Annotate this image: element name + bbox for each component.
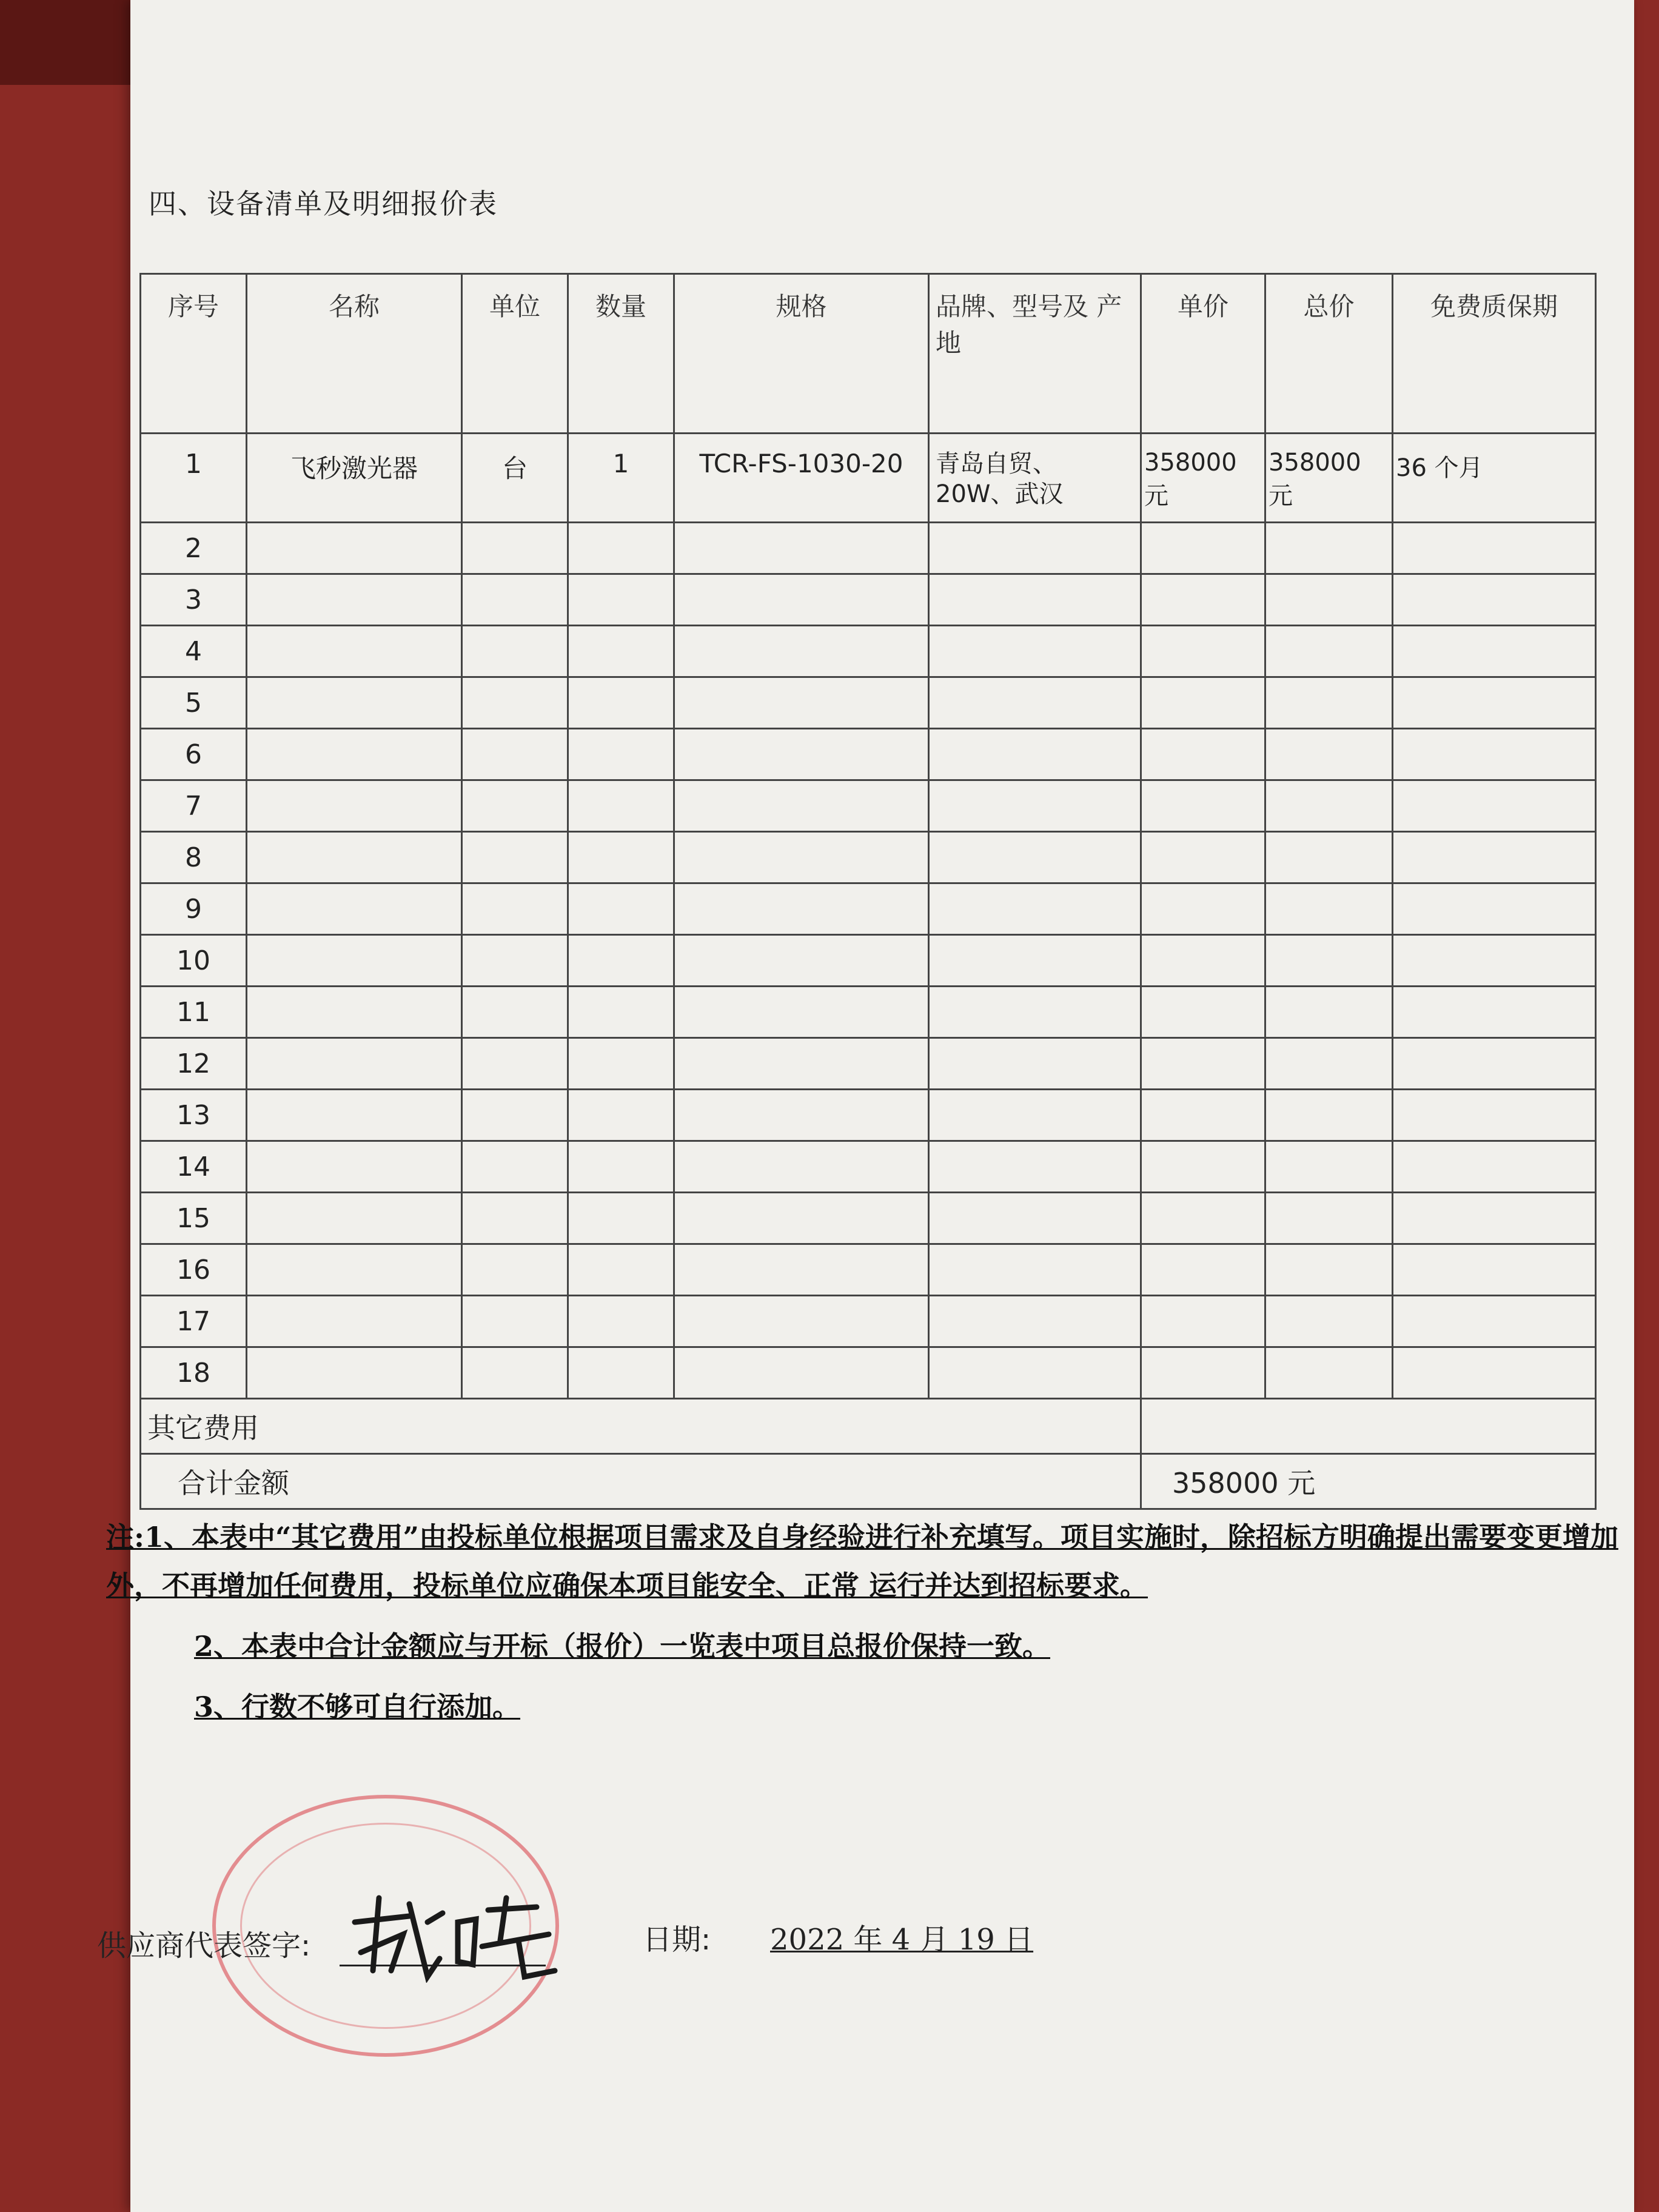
cell-brand <box>929 1090 1141 1141</box>
cell-name <box>247 677 462 729</box>
cell-unit-price <box>1141 626 1265 677</box>
cell-total-price: 358000 元 <box>1265 434 1393 523</box>
total-value: 358000 元 <box>1141 1454 1596 1509</box>
table-row <box>141 935 1596 987</box>
cell-quantity <box>568 677 674 729</box>
cell-brand: 青岛自贸、20W、武汉 <box>929 434 1141 523</box>
cell-unit <box>462 1193 568 1244</box>
cell-total-price <box>1265 574 1393 626</box>
cell-spec <box>674 626 929 677</box>
cell-warranty <box>1393 523 1596 574</box>
cell-spec <box>674 729 929 780</box>
table-row <box>141 1141 1596 1193</box>
cell-unit <box>462 1141 568 1193</box>
signature-row <box>97 1910 1613 1983</box>
table-row <box>141 780 1596 832</box>
cell-seq: 2 <box>141 523 247 574</box>
cell-warranty <box>1393 574 1596 626</box>
cell-unit-price <box>1141 677 1265 729</box>
cell-unit-price: 358000 元 <box>1141 434 1265 523</box>
cell-name <box>247 1244 462 1296</box>
cell-total-price <box>1265 1090 1393 1141</box>
equipment-quote-table <box>139 273 1597 1510</box>
cell-brand <box>929 1296 1141 1347</box>
cell-total-price <box>1265 1244 1393 1296</box>
cell-name <box>247 1296 462 1347</box>
cell-quantity <box>568 935 674 987</box>
cell-unit <box>462 1038 568 1090</box>
cell-brand <box>929 729 1141 780</box>
cell-warranty <box>1393 1347 1596 1399</box>
cell-brand <box>929 987 1141 1038</box>
header-seq: 序号 <box>141 274 247 434</box>
date-value: 2022 年 4 月 19 日 <box>770 1923 1034 1957</box>
cell-seq: 17 <box>141 1296 247 1347</box>
cell-name <box>247 1141 462 1193</box>
table-row <box>141 1090 1596 1141</box>
cell-total-price <box>1265 1347 1393 1399</box>
cell-brand <box>929 1141 1141 1193</box>
cell-unit <box>462 883 568 935</box>
cell-brand <box>929 1244 1141 1296</box>
cell-spec <box>674 1193 929 1244</box>
cell-unit-price <box>1141 1347 1265 1399</box>
cell-brand <box>929 935 1141 987</box>
cell-quantity <box>568 1244 674 1296</box>
cell-warranty <box>1393 1244 1596 1296</box>
cell-name <box>247 574 462 626</box>
cell-unit <box>462 780 568 832</box>
cell-warranty <box>1393 729 1596 780</box>
cell-unit-price <box>1141 1296 1265 1347</box>
cell-total-price <box>1265 780 1393 832</box>
cell-seq: 1 <box>141 434 247 523</box>
cell-spec <box>674 1296 929 1347</box>
cell-name <box>247 780 462 832</box>
cell-brand <box>929 1347 1141 1399</box>
header-brand-model-origin: 品牌、型号及 产地 <box>929 274 1141 434</box>
document-page <box>97 0 1634 2212</box>
table-row <box>141 1038 1596 1090</box>
header-name: 名称 <box>247 274 462 434</box>
table-row <box>141 883 1596 935</box>
cell-total-price <box>1265 523 1393 574</box>
cell-total-price <box>1265 832 1393 883</box>
other-fees-label: 其它费用 <box>141 1399 1141 1454</box>
cell-warranty <box>1393 987 1596 1038</box>
cell-warranty <box>1393 677 1596 729</box>
cell-seq: 3 <box>141 574 247 626</box>
cell-brand <box>929 832 1141 883</box>
cell-quantity <box>568 523 674 574</box>
cell-total-price <box>1265 935 1393 987</box>
cell-spec <box>674 574 929 626</box>
cell-unit <box>462 1296 568 1347</box>
table-row <box>141 1244 1596 1296</box>
cell-spec <box>674 677 929 729</box>
other-fees-row <box>141 1399 1596 1454</box>
cell-unit-price <box>1141 729 1265 780</box>
cell-unit <box>462 987 568 1038</box>
cell-quantity <box>568 729 674 780</box>
cell-unit-price <box>1141 883 1265 935</box>
table-header-row <box>141 274 1596 434</box>
cell-spec <box>674 1090 929 1141</box>
cell-spec <box>674 780 929 832</box>
table-row <box>141 677 1596 729</box>
cell-warranty <box>1393 1296 1596 1347</box>
cell-unit <box>462 677 568 729</box>
date-label: 日期: <box>643 1923 711 1957</box>
cell-spec <box>674 883 929 935</box>
cell-quantity <box>568 883 674 935</box>
cell-unit-price <box>1141 1193 1265 1244</box>
header-unit: 单位 <box>462 274 568 434</box>
cell-unit <box>462 1347 568 1399</box>
cell-spec <box>674 1038 929 1090</box>
cell-seq: 18 <box>141 1347 247 1399</box>
cell-name: 飞秒激光器 <box>247 434 462 523</box>
cell-total-price <box>1265 987 1393 1038</box>
cell-seq: 16 <box>141 1244 247 1296</box>
cell-unit-price <box>1141 574 1265 626</box>
cell-warranty <box>1393 1193 1596 1244</box>
header-total-price: 总价 <box>1265 274 1393 434</box>
total-label: 合计金额 <box>141 1454 1141 1509</box>
cell-warranty <box>1393 883 1596 935</box>
cell-unit-price <box>1141 935 1265 987</box>
cell-brand <box>929 1038 1141 1090</box>
cell-warranty <box>1393 626 1596 677</box>
cell-total-price <box>1265 1296 1393 1347</box>
cell-name <box>247 832 462 883</box>
cell-name <box>247 1038 462 1090</box>
cell-unit <box>462 574 568 626</box>
header-quantity: 数量 <box>568 274 674 434</box>
cell-quantity <box>568 1193 674 1244</box>
cell-total-price <box>1265 1038 1393 1090</box>
cell-unit-price <box>1141 523 1265 574</box>
cell-seq: 8 <box>141 832 247 883</box>
cell-total-price <box>1265 883 1393 935</box>
cell-warranty: 36 个月 <box>1393 434 1596 523</box>
cell-seq: 4 <box>141 626 247 677</box>
cell-seq: 12 <box>141 1038 247 1090</box>
cell-seq: 15 <box>141 1193 247 1244</box>
cell-unit-price <box>1141 987 1265 1038</box>
cell-name <box>247 1193 462 1244</box>
cell-unit <box>462 1244 568 1296</box>
cell-unit-price <box>1141 1244 1265 1296</box>
table-row <box>141 523 1596 574</box>
table-row <box>141 1296 1596 1347</box>
cell-spec <box>674 832 929 883</box>
note-3: 3、行数不够可自行添加。 <box>194 1691 521 1723</box>
cell-warranty <box>1393 1090 1596 1141</box>
cell-quantity: 1 <box>568 434 674 523</box>
header-warranty: 免费质保期 <box>1393 274 1596 434</box>
table-row <box>141 832 1596 883</box>
table-row <box>141 574 1596 626</box>
cell-spec <box>674 1141 929 1193</box>
background-corner <box>0 0 152 85</box>
header-unit-price: 单价 <box>1141 274 1265 434</box>
cell-brand <box>929 523 1141 574</box>
cell-brand <box>929 780 1141 832</box>
table-row <box>141 1347 1596 1399</box>
total-row <box>141 1454 1596 1509</box>
cell-seq: 5 <box>141 677 247 729</box>
signature-label: 供应商代表签字: <box>97 1929 311 1963</box>
cell-total-price <box>1265 1141 1393 1193</box>
cell-total-price <box>1265 729 1393 780</box>
cell-unit <box>462 935 568 987</box>
cell-unit-price <box>1141 1141 1265 1193</box>
cell-brand <box>929 574 1141 626</box>
cell-quantity <box>568 574 674 626</box>
section-title: 四、设备清单及明细报价表 <box>149 187 498 220</box>
cell-name <box>247 1347 462 1399</box>
cell-brand <box>929 1193 1141 1244</box>
cell-warranty <box>1393 832 1596 883</box>
cell-brand <box>929 626 1141 677</box>
cell-warranty <box>1393 780 1596 832</box>
cell-unit-price <box>1141 1038 1265 1090</box>
cell-warranty <box>1393 1038 1596 1090</box>
cell-seq: 9 <box>141 883 247 935</box>
handwritten-signature <box>337 1886 567 1983</box>
cell-spec <box>674 987 929 1038</box>
cell-seq: 6 <box>141 729 247 780</box>
cell-quantity <box>568 1038 674 1090</box>
cell-spec <box>674 1244 929 1296</box>
cell-quantity <box>568 832 674 883</box>
cell-spec <box>674 523 929 574</box>
cell-name <box>247 883 462 935</box>
cell-warranty <box>1393 1141 1596 1193</box>
cell-spec <box>674 935 929 987</box>
cell-seq: 10 <box>141 935 247 987</box>
cell-unit-price <box>1141 780 1265 832</box>
cell-name <box>247 987 462 1038</box>
cell-unit: 台 <box>462 434 568 523</box>
table-row <box>141 434 1596 523</box>
cell-quantity <box>568 626 674 677</box>
table-row <box>141 1193 1596 1244</box>
cell-seq: 13 <box>141 1090 247 1141</box>
cell-quantity <box>568 780 674 832</box>
cell-spec <box>674 1347 929 1399</box>
cell-unit <box>462 729 568 780</box>
cell-unit <box>462 1090 568 1141</box>
cell-quantity <box>568 1296 674 1347</box>
notes-section <box>106 1513 1646 1731</box>
cell-name <box>247 935 462 987</box>
cell-unit-price <box>1141 1090 1265 1141</box>
other-fees-value <box>1141 1399 1596 1454</box>
cell-quantity <box>568 1090 674 1141</box>
table-row <box>141 626 1596 677</box>
note-1: 注:1、本表中“其它费用”由投标单位根据项目需求及自身经验进行补充填写。项目实施时，除招标方明确提出需要变更增加外，不再增加任何费用，投标单位应确保本项目能安全、正常 运行并达到招标要求。 <box>106 1521 1618 1602</box>
cell-quantity <box>568 987 674 1038</box>
cell-name <box>247 1090 462 1141</box>
cell-unit <box>462 626 568 677</box>
cell-brand <box>929 677 1141 729</box>
cell-total-price <box>1265 1193 1393 1244</box>
cell-seq: 14 <box>141 1141 247 1193</box>
cell-total-price <box>1265 677 1393 729</box>
cell-unit-price <box>1141 832 1265 883</box>
cell-quantity <box>568 1347 674 1399</box>
cell-unit <box>462 832 568 883</box>
cell-seq: 11 <box>141 987 247 1038</box>
cell-name <box>247 729 462 780</box>
cell-total-price <box>1265 626 1393 677</box>
cell-name <box>247 626 462 677</box>
note-2: 2、本表中合计金额应与开标（报价）一览表中项目总报价保持一致。 <box>194 1630 1051 1663</box>
cell-name <box>247 523 462 574</box>
header-spec: 规格 <box>674 274 929 434</box>
cell-brand <box>929 883 1141 935</box>
cell-seq: 7 <box>141 780 247 832</box>
cell-unit <box>462 523 568 574</box>
cell-quantity <box>568 1141 674 1193</box>
cell-spec: TCR-FS-1030-20 <box>674 434 929 523</box>
cell-warranty <box>1393 935 1596 987</box>
table-row <box>141 987 1596 1038</box>
table-row <box>141 729 1596 780</box>
